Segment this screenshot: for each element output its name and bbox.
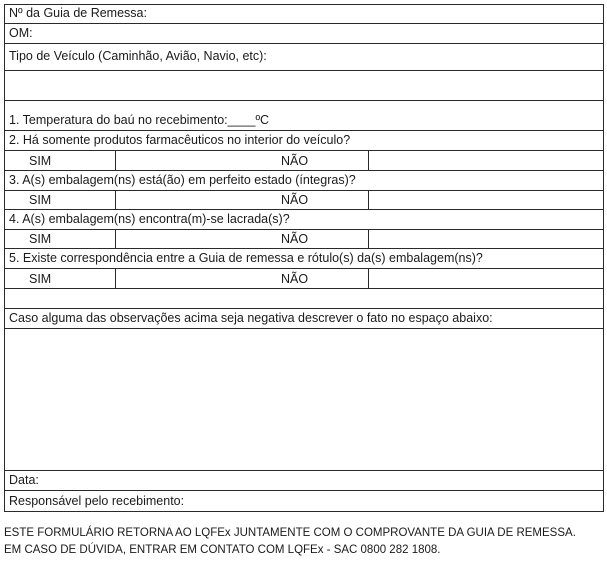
q2-row (5, 131, 603, 151)
footer-line-1: ESTE FORMULÁRIO RETORNA AO LQFEx JUNTAMENTE COM O COMPROVANTE DA GUIA DE REMESSA. (4, 527, 576, 539)
q5-nao-box[interactable] (368, 269, 603, 288)
q4-sim-box[interactable] (115, 230, 275, 248)
q4-row (5, 210, 603, 230)
q3-label: 3. A(s) embalagem(ns) está(ão) em perfeito estado (íntegras)? (9, 173, 356, 187)
q2-options (5, 151, 603, 171)
q5-label: 5. Existe correspondência entre a Guia de remessa e rótulo(s) da(s) embalagem(ns)? (9, 251, 483, 265)
q3-sim-label: SIM (29, 193, 52, 207)
q2-nao-box[interactable] (368, 151, 603, 170)
q3-row (5, 171, 603, 191)
q2-nao-label: NÃO (281, 154, 309, 168)
q4-label: 4. A(s) embalagem(ns) encontra(m)-se lacrada(s)? (9, 212, 290, 226)
data-label: Data: (9, 473, 39, 487)
om-field[interactable] (5, 24, 603, 44)
q1-label: 1. Temperatura do baú no recebimento:____ºC (9, 113, 270, 127)
footer-note (4, 525, 604, 559)
responsavel-field[interactable] (5, 491, 603, 511)
q5-sim-box[interactable] (115, 269, 275, 288)
q3-sim-box[interactable] (115, 191, 275, 209)
q2-label: 2. Há somente produtos farmacêuticos no interior do veículo? (9, 133, 351, 147)
observacoes-textarea[interactable] (5, 329, 603, 471)
om-label: OM: (9, 26, 33, 40)
q3-nao-box[interactable] (368, 191, 603, 209)
veiculo-label: Tipo de Veículo (Caminhão, Avião, Navio, etc): (9, 49, 267, 63)
q5-row (5, 249, 603, 269)
observacoes-header (5, 309, 603, 329)
q4-sim-label: SIM (29, 232, 52, 246)
q4-nao-label: NÃO (281, 232, 309, 246)
q4-options (5, 230, 603, 249)
reception-form (4, 4, 604, 512)
q3-options (5, 191, 603, 210)
q5-sim-label: SIM (29, 272, 52, 286)
observacoes-label: Caso alguma das observações acima seja negativa descrever o fato no espaço abaixo: (9, 311, 493, 325)
footer-line-2: EM CASO DE DÚVIDA, ENTRAR EM CONTATO COM LQFEx - SAC 0800 282 1808. (4, 544, 441, 556)
spacer-row (5, 289, 603, 309)
responsavel-label: Responsável pelo recebimento: (9, 494, 185, 508)
q2-sim-label: SIM (29, 154, 52, 168)
q5-options (5, 269, 603, 289)
temperatura-field[interactable] (5, 101, 603, 131)
data-field[interactable] (5, 471, 603, 491)
veiculo-field[interactable] (5, 44, 603, 71)
q4-nao-box[interactable] (368, 230, 603, 248)
guia-field[interactable] (5, 5, 603, 24)
q3-nao-label: NÃO (281, 193, 309, 207)
veiculo-answer-field[interactable] (5, 71, 603, 101)
q2-sim-box[interactable] (115, 151, 275, 170)
q5-nao-label: NÃO (281, 272, 309, 286)
guia-label: Nº da Guia de Remessa: (9, 6, 147, 20)
